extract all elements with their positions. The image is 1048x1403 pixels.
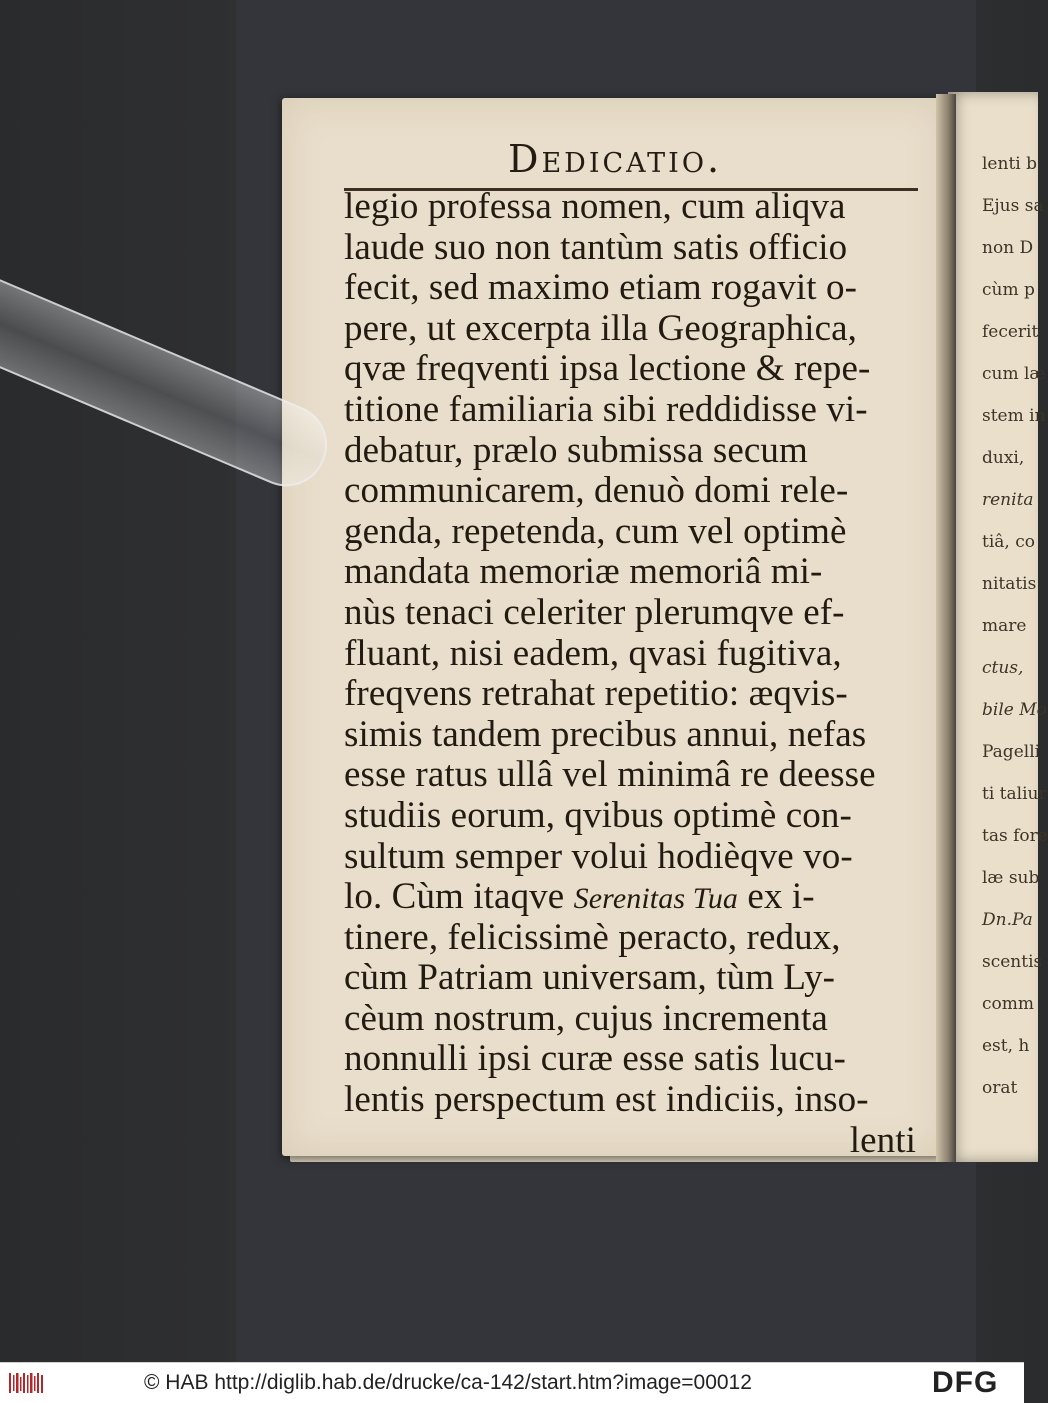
book-gutter xyxy=(936,94,956,1162)
text-line: freqvens retrahat repetitio: æqvis- xyxy=(344,673,848,715)
text-line: titione familiaria sibi reddidisse vi- xyxy=(344,388,868,430)
margin-fragment: orat xyxy=(982,1078,1018,1098)
margin-fragment: bile Mo xyxy=(982,700,1047,720)
text-line: qvæ freqventi ipsa lectione & repe- xyxy=(344,348,871,390)
margin-fragment: est, h xyxy=(982,1036,1030,1056)
margin-fragment: Dn.Pa xyxy=(982,910,1033,930)
margin-fragment: ctus, xyxy=(982,658,1024,678)
margin-fragment: ti taliur xyxy=(982,784,1047,804)
margin-fragment: Ejus sa xyxy=(982,196,1044,216)
text-line: lentis perspectum est indiciis, inso- xyxy=(344,1079,869,1121)
margin-fragment: nitatis xyxy=(982,574,1037,594)
text-line: tinere, felicissimè peracto, redux, xyxy=(344,916,841,958)
margin-fragment: scentis xyxy=(982,952,1043,972)
text-line: mandata memoriæ memoriâ mi- xyxy=(344,551,823,593)
margin-fragment: lenti b xyxy=(982,154,1038,174)
text-line: legio professa nomen, cum aliqva xyxy=(344,186,846,227)
facing-page-edge xyxy=(948,92,1048,1162)
text-line: laude suo non tantùm satis officio xyxy=(344,226,848,268)
text-line: nùs tenaci celeriter plerumqve ef- xyxy=(344,591,845,633)
text-line: fluant, nisi eadem, qvasi fugitiva, xyxy=(344,632,842,674)
catchword: lenti xyxy=(849,1119,916,1161)
text-line: genda, repetenda, cum vel optimè xyxy=(344,510,847,552)
margin-fragment: læ sub xyxy=(982,868,1040,888)
text-line: pere, ut excerpta illa Geographica, xyxy=(344,307,858,349)
text-line: cùm Patriam universam, tùm Ly- xyxy=(344,957,836,999)
margin-fragment: tas fore xyxy=(982,826,1048,846)
text-line: studiis eorum, qvibus optimè con- xyxy=(344,794,852,836)
margin-fragment: cum læ xyxy=(982,364,1046,384)
margin-fragment: renita xyxy=(982,490,1034,510)
italic-phrase: Serenitas Tua xyxy=(573,882,739,916)
source-link[interactable]: © HAB http://diglib.hab.de/drucke/ca-142/start.htm?image=00012 xyxy=(144,1371,752,1394)
text-line: nonnulli ipsi curæ esse satis lucu- xyxy=(344,1038,846,1080)
viewer-footer xyxy=(0,1362,1024,1403)
margin-fragment: Pagelli xyxy=(982,742,1041,762)
page-body-text xyxy=(344,187,924,1161)
running-head-text: Dedicatio. xyxy=(508,137,723,181)
margin-fragment: cùm p xyxy=(982,280,1035,300)
margin-fragment: fecerit xyxy=(982,322,1039,342)
margin-fragment: mare xyxy=(982,616,1027,636)
text-line: debatur, prælo submissa secum xyxy=(344,429,808,471)
text-line: fecit, sed maximo etiam rogavit o- xyxy=(344,267,858,309)
text-line: communicarem, denuò domi rele- xyxy=(344,470,849,512)
margin-fragment: comm xyxy=(982,994,1034,1014)
barcode-logo-icon[interactable] xyxy=(8,1371,46,1395)
text-line: esse ratus ullâ vel minimâ re deesse xyxy=(344,754,876,796)
margin-fragment: duxi, xyxy=(982,448,1025,468)
text-line-with-italic xyxy=(344,877,924,918)
margin-fragment: stem in xyxy=(982,406,1046,426)
text-run: ex i- xyxy=(738,876,815,918)
margin-fragment: non D xyxy=(982,238,1034,258)
text-line: simis tandem precibus annui, nefas xyxy=(344,713,867,755)
text-line: sultum semper volui hodièqve vo- xyxy=(344,835,853,877)
dfg-logo[interactable]: DFG xyxy=(932,1366,999,1399)
margin-fragment: tiâ, co xyxy=(982,532,1035,552)
text-line: cèum nostrum, cujus incrementa xyxy=(344,997,828,1039)
text-run: lo. Cùm itaqve xyxy=(344,876,574,918)
